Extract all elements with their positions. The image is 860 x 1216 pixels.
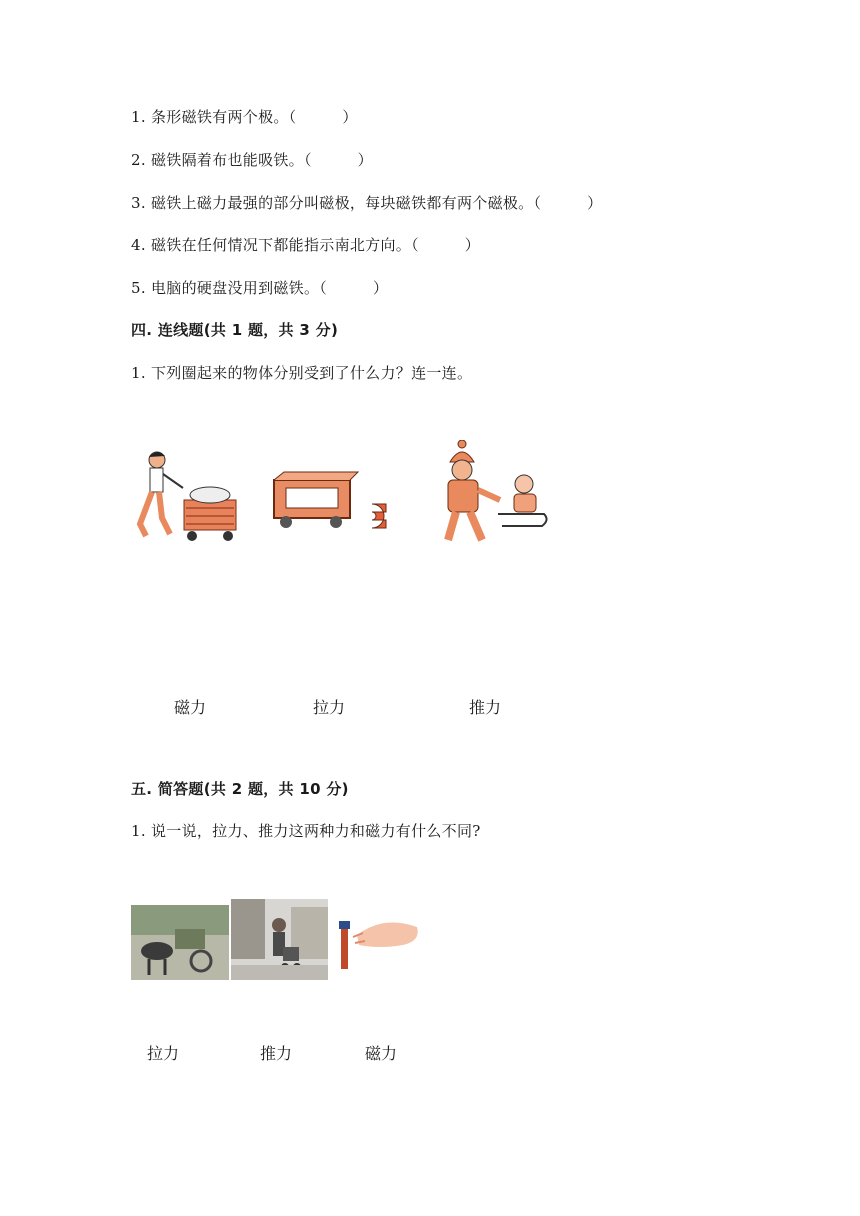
section4-question: 1. 下列圈起来的物体分别受到了什么力？连一连。 bbox=[131, 364, 473, 382]
tf-item-3: 3. 磁铁上磁力最强的部分叫磁极，每块磁铁都有两个磁极。（ ） bbox=[131, 194, 603, 212]
section5-label-push: 推力 bbox=[260, 1044, 293, 1063]
cart-and-magnet-illustration bbox=[268, 470, 394, 532]
child-pushing-sled-illustration bbox=[432, 440, 552, 552]
tf-item-2: 2. 磁铁隔着布也能吸铁。（ ） bbox=[131, 151, 373, 169]
section4-heading: 四. 连线题(共 1 题，共 3 分) bbox=[131, 321, 339, 339]
tf-item-1: 1. 条形磁铁有两个极。（ ） bbox=[131, 108, 358, 126]
section5-label-magnetic: 磁力 bbox=[365, 1044, 398, 1063]
magnet-attracting-photo bbox=[333, 905, 423, 975]
tf-item-5: 5. 电脑的硬盘没用到磁铁。（ ） bbox=[131, 279, 389, 297]
section5-question: 1. 说一说，拉力、推力这两种力和磁力有什么不同? bbox=[131, 822, 481, 840]
person-pushing-stroller-photo bbox=[231, 899, 328, 980]
section5-heading: 五. 简答题(共 2 题，共 10 分) bbox=[131, 780, 349, 798]
section5-label-pull: 拉力 bbox=[147, 1044, 180, 1063]
boy-pulling-cart-illustration bbox=[128, 448, 240, 548]
section4-label-push: 推力 bbox=[469, 698, 502, 717]
animal-pulling-cart-photo bbox=[131, 905, 229, 980]
section4-label-pull: 拉力 bbox=[313, 698, 346, 717]
section4-label-magnetic: 磁力 bbox=[174, 698, 207, 717]
tf-item-4: 4. 磁铁在任何情况下都能指示南北方向。（ ） bbox=[131, 236, 481, 254]
